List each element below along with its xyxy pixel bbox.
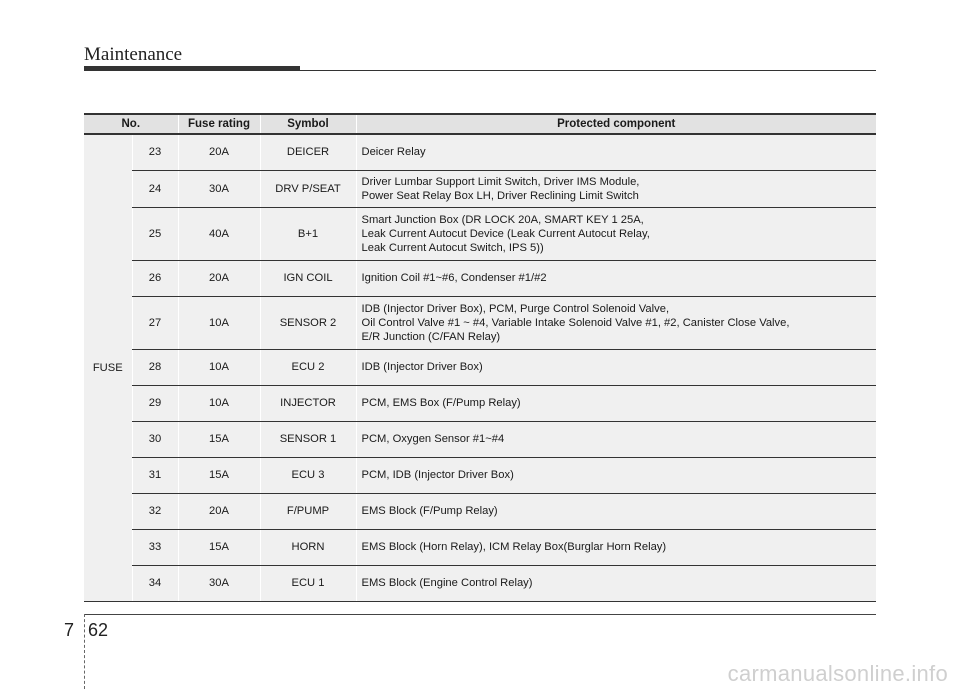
header-rule-thick	[84, 66, 300, 71]
footer-divider	[84, 614, 86, 689]
fuse-number-cell: 27	[132, 296, 178, 349]
table-row	[84, 493, 876, 529]
table-row	[84, 385, 876, 421]
table-row	[84, 170, 876, 207]
protected-component-cell	[356, 457, 876, 493]
fuse-number-cell: 30	[132, 421, 178, 457]
protected-component-line: Ignition Coil #1~#6, Condenser #1/#2	[361, 272, 547, 284]
fuse-symbol-cell: SENSOR 2	[260, 296, 356, 349]
protected-component-line: PCM, IDB (Injector Driver Box)	[361, 469, 514, 481]
fuse-rating-cell: 20A	[178, 134, 260, 170]
fuse-rating-cell: 20A	[178, 493, 260, 529]
fuse-rating-cell: 20A	[178, 260, 260, 296]
fuse-rating-cell: 15A	[178, 529, 260, 565]
footer-rule	[84, 614, 876, 615]
protected-component-line: Driver Lumbar Support Limit Switch, Driver IMS Module,	[361, 175, 640, 188]
fuse-rating-cell: 10A	[178, 349, 260, 385]
column-header-fuse-rating: Fuse rating	[178, 114, 260, 134]
protected-component-line: Deicer Relay	[361, 146, 426, 159]
protected-component-cell	[356, 565, 876, 601]
page-header-title: Maintenance	[84, 44, 183, 65]
fuse-number-cell: 32	[132, 493, 178, 529]
fuse-rating-cell: 10A	[178, 385, 260, 421]
fuse-symbol-cell: INJECTOR	[260, 385, 356, 421]
fuse-number-cell: 26	[132, 260, 178, 296]
fuse-symbol-cell: ECU 2	[260, 349, 356, 385]
protected-component-cell	[356, 529, 876, 565]
protected-component-line: Smart Junction Box (DR LOCK 20A, SMART KEY 1 25A,	[361, 213, 644, 226]
protected-component-line: Power Seat Relay Box LH, Driver Reclining Limit Switch	[361, 189, 639, 202]
table-row	[84, 134, 876, 170]
fuse-number-cell: 23	[132, 134, 178, 170]
fuse-symbol-cell: DEICER	[260, 134, 356, 170]
table-row	[84, 457, 876, 493]
protected-component-cell	[356, 349, 876, 385]
table-row	[84, 529, 876, 565]
footer-page-number: 62	[88, 620, 109, 640]
fuse-symbol-cell: ECU 3	[260, 457, 356, 493]
fuse-table	[84, 113, 876, 602]
column-header-symbol: Symbol	[260, 114, 356, 134]
protected-component-cell	[356, 260, 876, 296]
fuse-rating-cell: 30A	[178, 170, 260, 207]
header-rule-thin	[300, 70, 876, 71]
table-row	[84, 260, 876, 296]
protected-component-line: EMS Block (Horn Relay), ICM Relay Box(Burglar Horn Relay)	[361, 541, 667, 553]
fuse-number-cell: 31	[132, 457, 178, 493]
fuse-rating-cell: 40A	[178, 207, 260, 260]
fuse-number-cell: 24	[132, 170, 178, 207]
fuse-rating-cell: 30A	[178, 565, 260, 601]
fuse-symbol-cell: DRV P/SEAT	[260, 170, 356, 207]
protected-component-line: Oil Control Valve #1 ~ #4, Variable Intake Solenoid Valve #1, #2, Canister Close Valve,	[361, 316, 790, 329]
column-header-no: No.	[84, 114, 178, 134]
table-row	[84, 296, 876, 349]
fuse-table-body	[84, 134, 876, 601]
protected-component-line: EMS Block (Engine Control Relay)	[361, 577, 533, 589]
protected-component-line: Leak Current Autocut Switch, IPS 5))	[361, 241, 544, 254]
fuse-number-cell: 25	[132, 207, 178, 260]
protected-component-line: PCM, EMS Box (F/Pump Relay)	[361, 397, 521, 409]
table-row	[84, 421, 876, 457]
footer-section-number: 7	[64, 620, 75, 640]
protected-component-line: IDB (Injector Driver Box)	[361, 361, 483, 373]
protected-component-line: IDB (Injector Driver Box), PCM, Purge Control Solenoid Valve,	[361, 302, 670, 315]
protected-component-cell	[356, 421, 876, 457]
fuse-category-cell: FUSE	[84, 134, 132, 601]
fuse-number-cell: 29	[132, 385, 178, 421]
table-row	[84, 565, 876, 601]
fuse-symbol-cell: IGN COIL	[260, 260, 356, 296]
fuse-number-cell: 33	[132, 529, 178, 565]
table-row	[84, 207, 876, 260]
fuse-rating-cell: 15A	[178, 457, 260, 493]
fuse-number-cell: 34	[132, 565, 178, 601]
fuse-number-cell: 28	[132, 349, 178, 385]
fuse-rating-cell: 10A	[178, 296, 260, 349]
protected-component-line: PCM, Oxygen Sensor #1~#4	[361, 433, 505, 445]
protected-component-cell	[356, 170, 876, 207]
protected-component-cell	[356, 296, 876, 349]
table-row	[84, 349, 876, 385]
protected-component-cell	[356, 134, 876, 170]
protected-component-cell	[356, 493, 876, 529]
protected-component-line: Leak Current Autocut Device (Leak Current Autocut Relay,	[361, 227, 650, 240]
protected-component-cell	[356, 385, 876, 421]
protected-component-line: E/R Junction (C/FAN Relay)	[361, 330, 501, 343]
fuse-rating-cell: 15A	[178, 421, 260, 457]
fuse-symbol-cell: HORN	[260, 529, 356, 565]
fuse-symbol-cell: B+1	[260, 207, 356, 260]
column-header-protected-component: Protected component	[356, 114, 876, 134]
watermark-logo: carmanualsonline.info	[727, 661, 948, 686]
fuse-symbol-cell: ECU 1	[260, 565, 356, 601]
protected-component-cell	[356, 207, 876, 260]
fuse-symbol-cell: SENSOR 1	[260, 421, 356, 457]
fuse-symbol-cell: F/PUMP	[260, 493, 356, 529]
protected-component-line: EMS Block (F/Pump Relay)	[361, 505, 498, 517]
table-header-row	[84, 114, 876, 134]
